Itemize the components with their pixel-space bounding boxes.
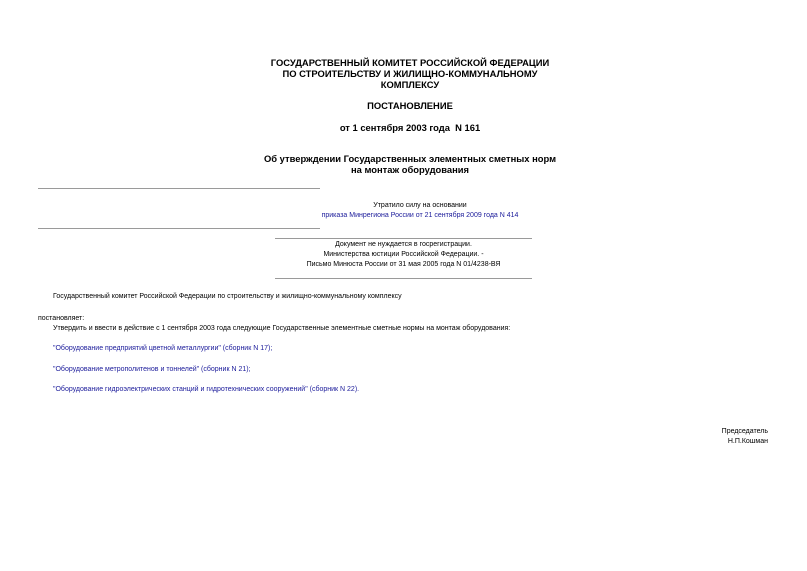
signature-position: Председатель	[721, 428, 768, 435]
repeal-order-link[interactable]: приказа Минрегиона России от 21 сентября 2009 года N 414	[321, 212, 519, 219]
divider	[38, 188, 320, 189]
doc-date: от 1 сентября 2003 года N 161	[339, 122, 481, 133]
signature-block	[640, 427, 768, 447]
committee-line: ГОСУДАРСТВЕННЫЙ КОМИТЕТ РОССИЙСКОЙ ФЕДЕРАЦИИ	[270, 57, 550, 68]
intro-paragraph: Государственный комитет Российской Федерации по строительству и жилищно-коммунальному комплексу	[53, 293, 402, 300]
title-line: Об утверждении Государственных элементных сметных норм	[263, 153, 556, 164]
doc-type: ПОСТАНОВЛЕНИЕ	[367, 100, 453, 111]
committee-line: ПО СТРОИТЕЛЬСТВУ И ЖИЛИЩНО-КОММУНАЛЬНОМУ	[282, 68, 538, 80]
norms-item-link[interactable]: "Оборудование метрополитенов и тоннелей" (сборник N 21);	[53, 366, 251, 373]
registration-line: Письмо Минюста России от 31 мая 2005 года N 01/4238-ВЯ	[306, 261, 501, 268]
divider	[275, 238, 532, 239]
committee-line: КОМПЛЕКСУ	[380, 79, 440, 91]
decides-label: постановляет:	[38, 315, 85, 322]
approve-paragraph: Утвердить и ввести в действие с 1 сентября 2003 года следующие Государственные элементные сметные нормы на монтаж оборудования:	[53, 325, 511, 332]
divider	[275, 278, 532, 279]
title-line: на монтаж оборудования	[351, 164, 469, 176]
norms-item-link[interactable]: "Оборудование гидроэлектрических станций и гидротехнических сооружений" (сборник N 22).	[53, 386, 360, 393]
committee-name	[210, 57, 610, 91]
status-note-text: Утратило силу на основании	[373, 202, 467, 209]
norms-item-link[interactable]: "Оборудование предприятий цветной металлургии" (сборник N 17);	[53, 345, 273, 352]
divider	[38, 228, 320, 229]
signature-name: Н.П.Кошман	[727, 438, 768, 445]
registration-line: Документ не нуждается в госрегистрации.	[335, 241, 472, 248]
registration-line: Министерства юстиции Российской Федерации. -	[323, 251, 484, 258]
doc-title	[190, 153, 630, 175]
registration-note	[275, 240, 532, 270]
